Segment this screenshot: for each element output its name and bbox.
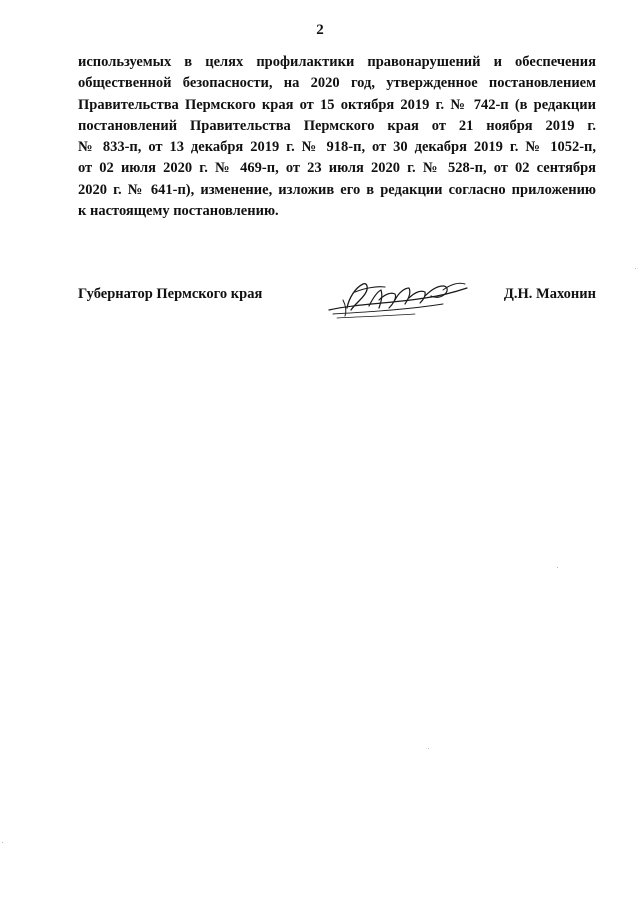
paragraph-line: № 833-п, от 13 декабря 2019 г. № 918-п, от 30 декабря 2019 г. № 1052-п, <box>78 139 596 156</box>
paragraph-line: общественной безопасности, на 2020 год, утвержденное постановлением <box>78 75 596 92</box>
signatory-title: Губернатор Пермского края <box>78 286 263 302</box>
paragraph-line: постановлений Правительства Пермского края от 21 ноября 2019 г. <box>78 117 596 134</box>
scan-dot <box>557 567 558 568</box>
paragraph-line: к настоящему постановлению. <box>78 203 279 220</box>
paragraph-line: 2020 г. № 641-п), изменение, изложив его в редакции согласно приложению <box>78 181 596 198</box>
scan-dot <box>428 748 429 749</box>
scan-dot <box>2 842 3 843</box>
handwritten-signature <box>325 270 475 326</box>
paragraph-line: Правительства Пермского края от 15 октября 2019 г. № 742-п (в редакции <box>78 96 596 113</box>
signatory-name: Д.Н. Махонин <box>503 286 596 302</box>
paragraph-line: используемых в целях профилактики правонарушений и обеспечения <box>78 54 596 70</box>
scan-dot <box>635 268 636 269</box>
page-number: 2 <box>316 22 324 38</box>
body-paragraph <box>78 52 596 222</box>
paragraph-line: от 02 июля 2020 г. № 469-п, от 23 июля 2020 г. № 528-п, от 02 сентября <box>78 160 596 177</box>
